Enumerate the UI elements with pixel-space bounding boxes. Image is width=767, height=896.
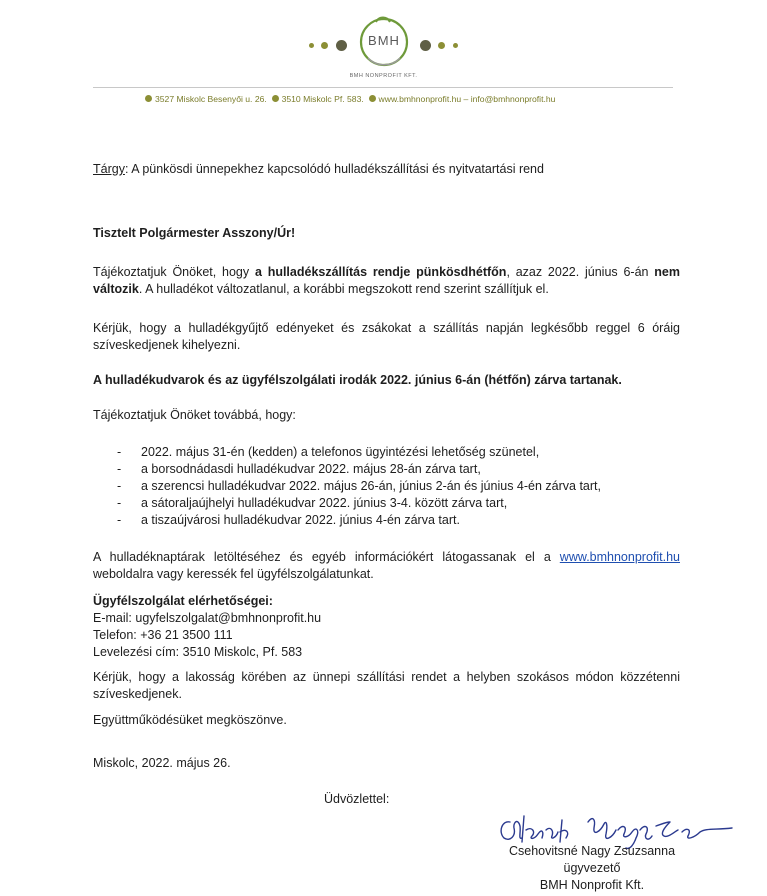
list-item	[117, 495, 507, 512]
header-divider	[93, 87, 673, 88]
thanks-line: Együttműködésüket megköszönve.	[93, 713, 287, 727]
para1-text-a: Tájékoztatjuk Önöket, hogy	[93, 265, 255, 279]
company-small-name: BMH NONPROFIT KFT.	[349, 73, 418, 79]
signer-title: ügyvezető	[563, 861, 621, 875]
list-dash: -	[117, 445, 122, 459]
subject-line	[93, 161, 544, 178]
address-line	[145, 94, 555, 104]
paragraph-2: Kérjük, hogy a hulladékgyűjtő edényeket és zsákokat a szállítás napján legkésőbb reggel 6 óráig szíveskedjenek kihelyezni.	[93, 321, 680, 352]
salutation: Tisztelt Polgármester Asszony/Úr!	[93, 226, 296, 240]
signer-name: Csehovitsné Nagy Zsuzsanna	[508, 844, 676, 858]
list-item	[117, 461, 481, 478]
para5-text-b: weboldalra vagy keressék fel ügyfélszolgálatunkat.	[93, 567, 374, 581]
list-dash: -	[117, 462, 122, 476]
paragraph-5	[93, 549, 680, 583]
greeting: Üdvözlettel:	[324, 792, 390, 806]
paragraph-6: Kérjük, hogy a lakosság körében az ünnepi szállítási rendet a helyben szokásos módon közzétenni szíveskedjenek.	[93, 670, 680, 701]
address-pobox: 3510 Miskolc Pf. 583.	[281, 94, 364, 104]
para1-text-c: . A hulladékot változatlanul, a korábbi megszokott rend szerint szállítjuk el.	[138, 282, 549, 296]
paragraph-3-bold: A hulladékudvarok és az ügyfélszolgálati irodák 2022. június 6-án (hétfőn) zárva tartanak.	[93, 373, 622, 387]
list-item-text: 2022. május 31-én (kedden) a telefonos ügyintézési lehetőség szünetel,	[141, 445, 540, 459]
list-dash: -	[117, 479, 122, 493]
list-item-text: a sátoraljaújhelyi hulladékudvar 2022. június 3-4. között zárva tart,	[141, 496, 508, 510]
subject-text: : A pünkösdi ünnepekhez kapcsolódó hulladékszállítási és nyitvatartási rend	[124, 162, 544, 176]
para1-bold-b: nem változik	[93, 265, 680, 296]
para1-text-b: , azaz 2022. június 6-án	[506, 265, 655, 279]
address-street: 3527 Miskolc Besenyői u. 26.	[155, 94, 267, 104]
letterhead	[0, 0, 767, 110]
list-item	[117, 512, 460, 529]
contact-post: Levelezési cím: 3510 Miskolc, Pf. 583	[93, 645, 303, 659]
logo-dots-left	[309, 37, 347, 55]
list-dash: -	[117, 496, 122, 510]
bullet-icon	[369, 95, 376, 102]
paragraph-4: Tájékoztatjuk Önöket továbbá, hogy:	[93, 408, 296, 422]
para1-bold-a: a hulladékszállítás rendje pünkösdhétfőn	[254, 265, 507, 279]
list-item-text: a szerencsi hulladékudvar 2022. május 26-án, június 2-án és június 4-én zárva tart,	[141, 479, 601, 493]
contact-email: E-mail: ugyfelszolgalat@bmhnonprofit.hu	[93, 611, 322, 625]
list-item-text: a borsodnádasdi hulladékudvar 2022. május 28-án zárva tart,	[141, 462, 481, 476]
logo-dots-right	[420, 37, 458, 55]
list-item	[117, 444, 539, 461]
subject-label: Tárgy	[93, 162, 125, 176]
contact-phone: Telefon: +36 21 3500 111	[93, 628, 233, 642]
address-web-email: www.bmhnonprofit.hu – info@bmhnonprofit.hu	[378, 94, 556, 104]
date-line: Miskolc, 2022. május 26.	[93, 756, 231, 770]
bullet-icon	[145, 95, 152, 102]
contact-heading: Ügyfélszolgálat elérhetőségei:	[93, 594, 273, 608]
signer-company: BMH Nonprofit Kft.	[539, 878, 645, 892]
bullet-icon	[272, 95, 279, 102]
list-item	[117, 478, 601, 495]
paragraph-1	[93, 264, 680, 298]
logo-text: BMH	[368, 33, 400, 48]
para5-text-a: A hulladéknaptárak letöltéséhez és egyéb információkért látogassanak el a	[93, 550, 560, 564]
list-item-text: a tiszaújvárosi hulladékudvar 2022. június 4-én zárva tart.	[141, 513, 460, 527]
website-link[interactable]: www.bmhnonprofit.hu	[559, 550, 680, 564]
list-dash: -	[117, 513, 122, 527]
